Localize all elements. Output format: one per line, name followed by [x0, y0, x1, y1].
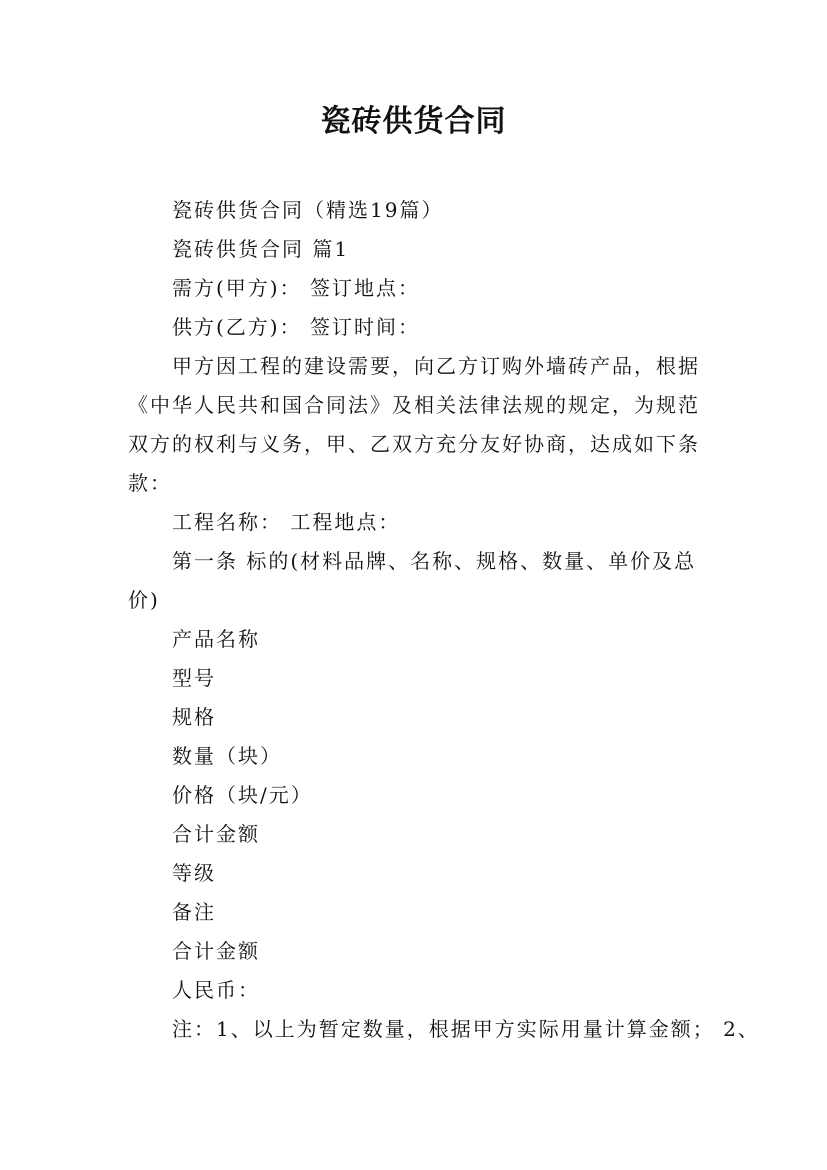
list-item: 合计金额 — [172, 939, 260, 963]
paragraph-section-heading: 瓷砖供货合同 篇1 — [172, 237, 350, 261]
list-item: 型号 — [172, 666, 216, 690]
document-title: 瓷砖供货合同 — [320, 104, 507, 139]
document-body — [128, 191, 760, 1049]
list-item: 数量（块） — [172, 744, 282, 768]
list-item: 价格（块/元） — [172, 783, 313, 807]
list-item: 产品名称 — [172, 627, 260, 651]
list-item: 等级 — [172, 861, 216, 885]
list-item: 规格 — [172, 705, 216, 729]
list-item: 备注 — [172, 900, 216, 924]
paragraph-note: 注：1、以上为暂定数量，根据甲方实际用量计算金额； 2、 — [172, 1017, 760, 1041]
paragraph-article-one: 第一条 标的(材料品牌、名称、规格、数量、单价及总价) — [128, 549, 697, 612]
paragraph-preamble: 甲方因工程的建设需要，向乙方订购外墙砖产品，根据《中华人民共和国合同法》及相关法律法规的规定，为规范双方的权利与义务，甲、乙双方充分友好协商，达成如下条款： — [128, 354, 700, 495]
paragraph-supplier-line: 供方(乙方)： 签订时间： — [172, 315, 420, 339]
paragraph-project-line: 工程名称： 工程地点： — [172, 510, 401, 534]
paragraph-subtitle: 瓷砖供货合同（精选19篇） — [172, 198, 444, 222]
list-item: 合计金额 — [172, 822, 260, 846]
paragraph-buyer-line: 需方(甲方)： 签订地点： — [172, 276, 420, 300]
list-item: 人民币： — [172, 978, 260, 1002]
